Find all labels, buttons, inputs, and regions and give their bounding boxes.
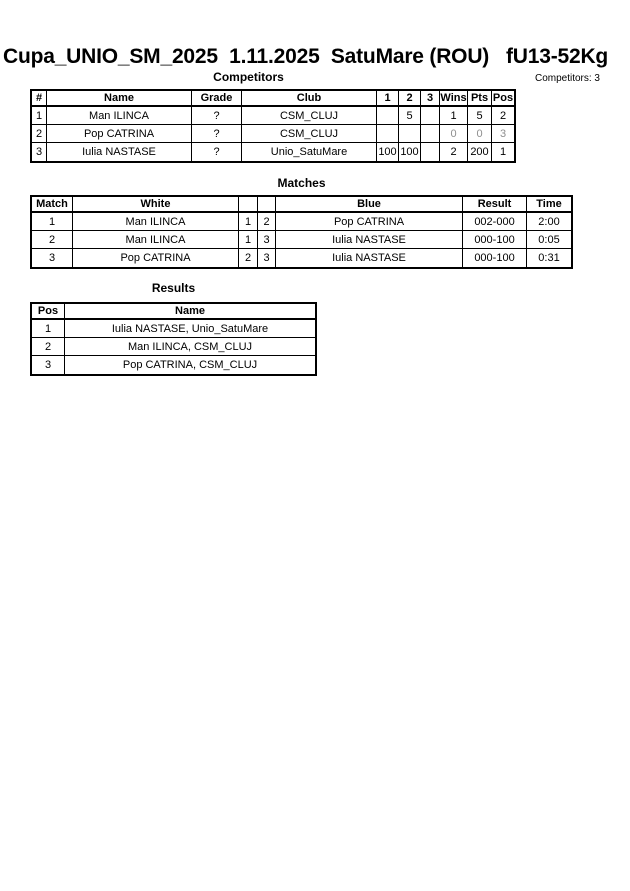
competitor-score3-cell bbox=[421, 107, 440, 125]
competitors-header-row bbox=[32, 91, 514, 107]
col-header-name: Name bbox=[47, 91, 192, 107]
results-table bbox=[30, 302, 317, 376]
match-white-num-cell: 1 bbox=[239, 231, 258, 249]
col-header-white-num bbox=[239, 197, 258, 213]
match-time-cell: 2:00 bbox=[527, 213, 571, 231]
result-row bbox=[32, 320, 315, 338]
match-row bbox=[32, 213, 571, 231]
result-pos-cell: 1 bbox=[32, 320, 65, 338]
competitor-row bbox=[32, 143, 514, 161]
competitor-pos-cell: 3 bbox=[492, 125, 514, 143]
competitor-number-cell: 2 bbox=[32, 125, 47, 143]
match-white-name-cell: Pop CATRINA bbox=[73, 249, 239, 267]
match-blue-name-cell: Iulia NASTASE bbox=[276, 249, 463, 267]
col-header-match: Match bbox=[32, 197, 73, 213]
match-number-cell: 3 bbox=[32, 249, 73, 267]
competitor-score1-cell bbox=[377, 125, 399, 143]
col-header-result-name: Name bbox=[65, 304, 315, 320]
competitor-row bbox=[32, 107, 514, 125]
competitor-pts-cell: 200 bbox=[468, 143, 492, 161]
competitor-score2-cell: 5 bbox=[399, 107, 421, 125]
result-name-cell: Iulia NASTASE, Unio_SatuMare bbox=[65, 320, 315, 338]
col-header-wins: Wins bbox=[440, 91, 468, 107]
col-header-opp2: 2 bbox=[399, 91, 421, 107]
competitors-table bbox=[30, 89, 516, 163]
match-result-cell: 000-100 bbox=[463, 249, 527, 267]
competitor-grade-cell: ? bbox=[192, 125, 242, 143]
page-title: Cupa_UNIO_SM_2025 1.11.2025 SatuMare (ROU) fU13-52Kg bbox=[3, 45, 609, 68]
col-header-grade: Grade bbox=[192, 91, 242, 107]
match-white-num-cell: 2 bbox=[239, 249, 258, 267]
col-header-time: Time bbox=[527, 197, 571, 213]
col-header-opp3: 3 bbox=[421, 91, 440, 107]
competitors-section-label: Competitors bbox=[213, 70, 284, 84]
competitor-name-cell: Man ILINCA bbox=[47, 107, 192, 125]
competitor-grade-cell: ? bbox=[192, 107, 242, 125]
col-header-pos: Pos bbox=[492, 91, 514, 107]
competitor-score3-cell bbox=[421, 143, 440, 161]
competitor-name-cell: Iulia NASTASE bbox=[47, 143, 192, 161]
competitor-score3-cell bbox=[421, 125, 440, 143]
competitor-score1-cell: 100 bbox=[377, 143, 399, 161]
match-blue-name-cell: Iulia NASTASE bbox=[276, 231, 463, 249]
match-blue-num-cell: 3 bbox=[258, 231, 276, 249]
result-pos-cell: 3 bbox=[32, 356, 65, 374]
match-white-name-cell: Man ILINCA bbox=[73, 213, 239, 231]
results-section-label: Results bbox=[151, 281, 196, 295]
competitor-number-cell: 1 bbox=[32, 107, 47, 125]
competitor-pos-cell: 2 bbox=[492, 107, 514, 125]
result-pos-cell: 2 bbox=[32, 338, 65, 356]
col-header-number: # bbox=[32, 91, 47, 107]
match-blue-num-cell: 3 bbox=[258, 249, 276, 267]
competitor-pos-cell: 1 bbox=[499, 146, 507, 158]
results-header-row bbox=[32, 304, 315, 320]
competitor-wins-cell: 1 bbox=[440, 107, 468, 125]
matches-table bbox=[30, 195, 573, 269]
matches-header-row bbox=[32, 197, 571, 213]
col-header-result-pos: Pos bbox=[32, 304, 65, 320]
result-name-cell: Pop CATRINA, CSM_CLUJ bbox=[122, 359, 258, 371]
competitor-number-cell: 3 bbox=[32, 143, 47, 161]
match-number-cell: 1 bbox=[32, 213, 73, 231]
matches-section-label: Matches bbox=[277, 176, 326, 190]
match-row bbox=[32, 249, 571, 267]
competitor-score2-cell bbox=[399, 125, 421, 143]
result-name-cell: Man ILINCA, CSM_CLUJ bbox=[65, 338, 315, 356]
match-blue-name-cell: Pop CATRINA bbox=[276, 213, 463, 231]
result-row bbox=[32, 356, 315, 374]
col-header-opp1: 1 bbox=[377, 91, 399, 107]
competitor-score1-cell bbox=[377, 107, 399, 125]
competitor-wins-cell: 0 bbox=[440, 125, 468, 143]
competitor-name-cell: Pop CATRINA bbox=[47, 125, 192, 143]
competitors-count: Competitors: 3 bbox=[534, 73, 600, 84]
match-result-cell: 002-000 bbox=[463, 213, 527, 231]
col-header-white: White bbox=[73, 197, 239, 213]
match-white-name-cell: Man ILINCA bbox=[73, 231, 239, 249]
competitor-row bbox=[32, 125, 514, 143]
competitor-grade-cell: ? bbox=[192, 143, 242, 161]
competitor-pts-cell: 5 bbox=[468, 107, 492, 125]
match-row bbox=[32, 231, 571, 249]
competitor-score2-cell: 100 bbox=[399, 143, 421, 161]
col-header-blue-num bbox=[258, 197, 276, 213]
competitor-club-cell: CSM_CLUJ bbox=[242, 107, 377, 125]
col-header-club: Club bbox=[242, 91, 377, 107]
competitor-wins-cell: 2 bbox=[440, 143, 468, 161]
col-header-blue: Blue bbox=[276, 197, 463, 213]
match-time-cell: 0:05 bbox=[527, 231, 571, 249]
result-row bbox=[32, 338, 315, 356]
match-blue-num-cell: 2 bbox=[258, 213, 276, 231]
competitor-pts-cell: 0 bbox=[468, 125, 492, 143]
competitor-club-cell: CSM_CLUJ bbox=[242, 125, 377, 143]
match-time-cell: 0:31 bbox=[538, 252, 560, 264]
match-result-cell: 000-100 bbox=[463, 231, 527, 249]
col-header-pts: Pts bbox=[468, 91, 492, 107]
match-number-cell: 2 bbox=[32, 231, 73, 249]
col-header-result: Result bbox=[463, 197, 527, 213]
competitor-club-cell: Unio_SatuMare bbox=[242, 143, 377, 161]
match-white-num-cell: 1 bbox=[239, 213, 258, 231]
